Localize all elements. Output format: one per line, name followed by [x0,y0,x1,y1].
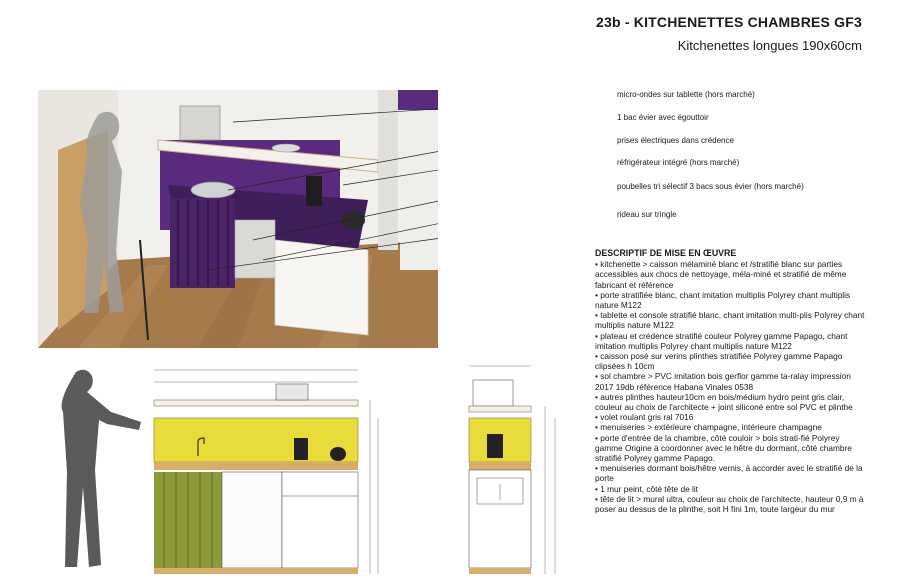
callout-bins: poubelles tri sélectif 3 bacs sous évier (hors marché) [617,182,804,191]
description-item: • menuiseries > extérieure champagne, intérieure champagne [595,422,822,433]
description-item: • porte stratifiée blanc, chant imitation multiplis Polyrey chant multiplis nature M122 [595,289,851,311]
description-item: • kitchenette > caisson mélaminé blanc et /stratifié blanc sur parties accessibles aux chocs de nettoyage, méla-miné et stratifié de même fabricant et référence [595,259,847,290]
callout-outlets: prises électriques dans crédence [617,136,734,145]
description-item: • 1 mur peint, côté tête de lit [595,483,698,494]
description-item: • volet roulant gris ral 7016 [595,412,694,423]
description-item: • menuiseries dormant bois/hêtre vernis, à accorder avec le stratifié de la porte [595,463,863,484]
callout-fridge: réfrigérateur intégré (hors marché) [617,158,740,167]
front-elevation-drawing [58,360,388,585]
description-item: • caisson posé sur verins plinthes stratifiée Polyrey gamme Papago clipsées h 10cm [595,351,843,372]
description-block [595,248,865,514]
description-item: • plateau et crédence stratifié couleur Polyrey gamme Papago, chant imitation multiplis Polyrey chant multiplis nature M122 [595,330,848,351]
page-title: 23b - KITCHENETTES CHAMBRES GF3 [596,14,862,30]
description-item: • porte d'entrée de la chambre, côté couloir > bois strati-fié Polyrey gamme Origine à coordonner avec le hêtre du dormant, côté chambre stratifié Polyrey gamme Papago. [595,432,852,464]
side-elevation-drawing [465,360,575,585]
description-item: • autres plinthes hauteur10cm en bois/médium hydro peint gris clair, couleur au choix de l'architecte + joint siliconé entre sol PVC et plinthe [595,391,853,413]
callout-microwave: micro-ondes sur tablette (hors marché) [617,90,755,99]
page-subtitle: Kitchenettes longues 190x60cm [677,38,862,53]
description-title: DESCRIPTIF DE MISE EN ŒUVRE [595,248,737,258]
callout-curtain: rideau sur tringle [617,210,677,219]
description-item: • tête de lit > mural ultra, couleur au choix de l'architecte, hauteur 0,9 m à poser au dessus de la plinthe, soit H fini 1m, toute largeur du mur [595,493,864,515]
kitchenette-3d-render [38,90,438,348]
description-item: • tablette et console stratifié blanc, chant imitation multi-plis Polyrey chant multiplis nature M122 [595,310,865,331]
callout-sink: 1 bac évier avec égouttoir [617,113,709,122]
description-item: • sol chambre > PVC imitation bois gerflor gamme ta-ralay impression 2017 19db référence Habana Vinales 0538 [595,371,851,392]
